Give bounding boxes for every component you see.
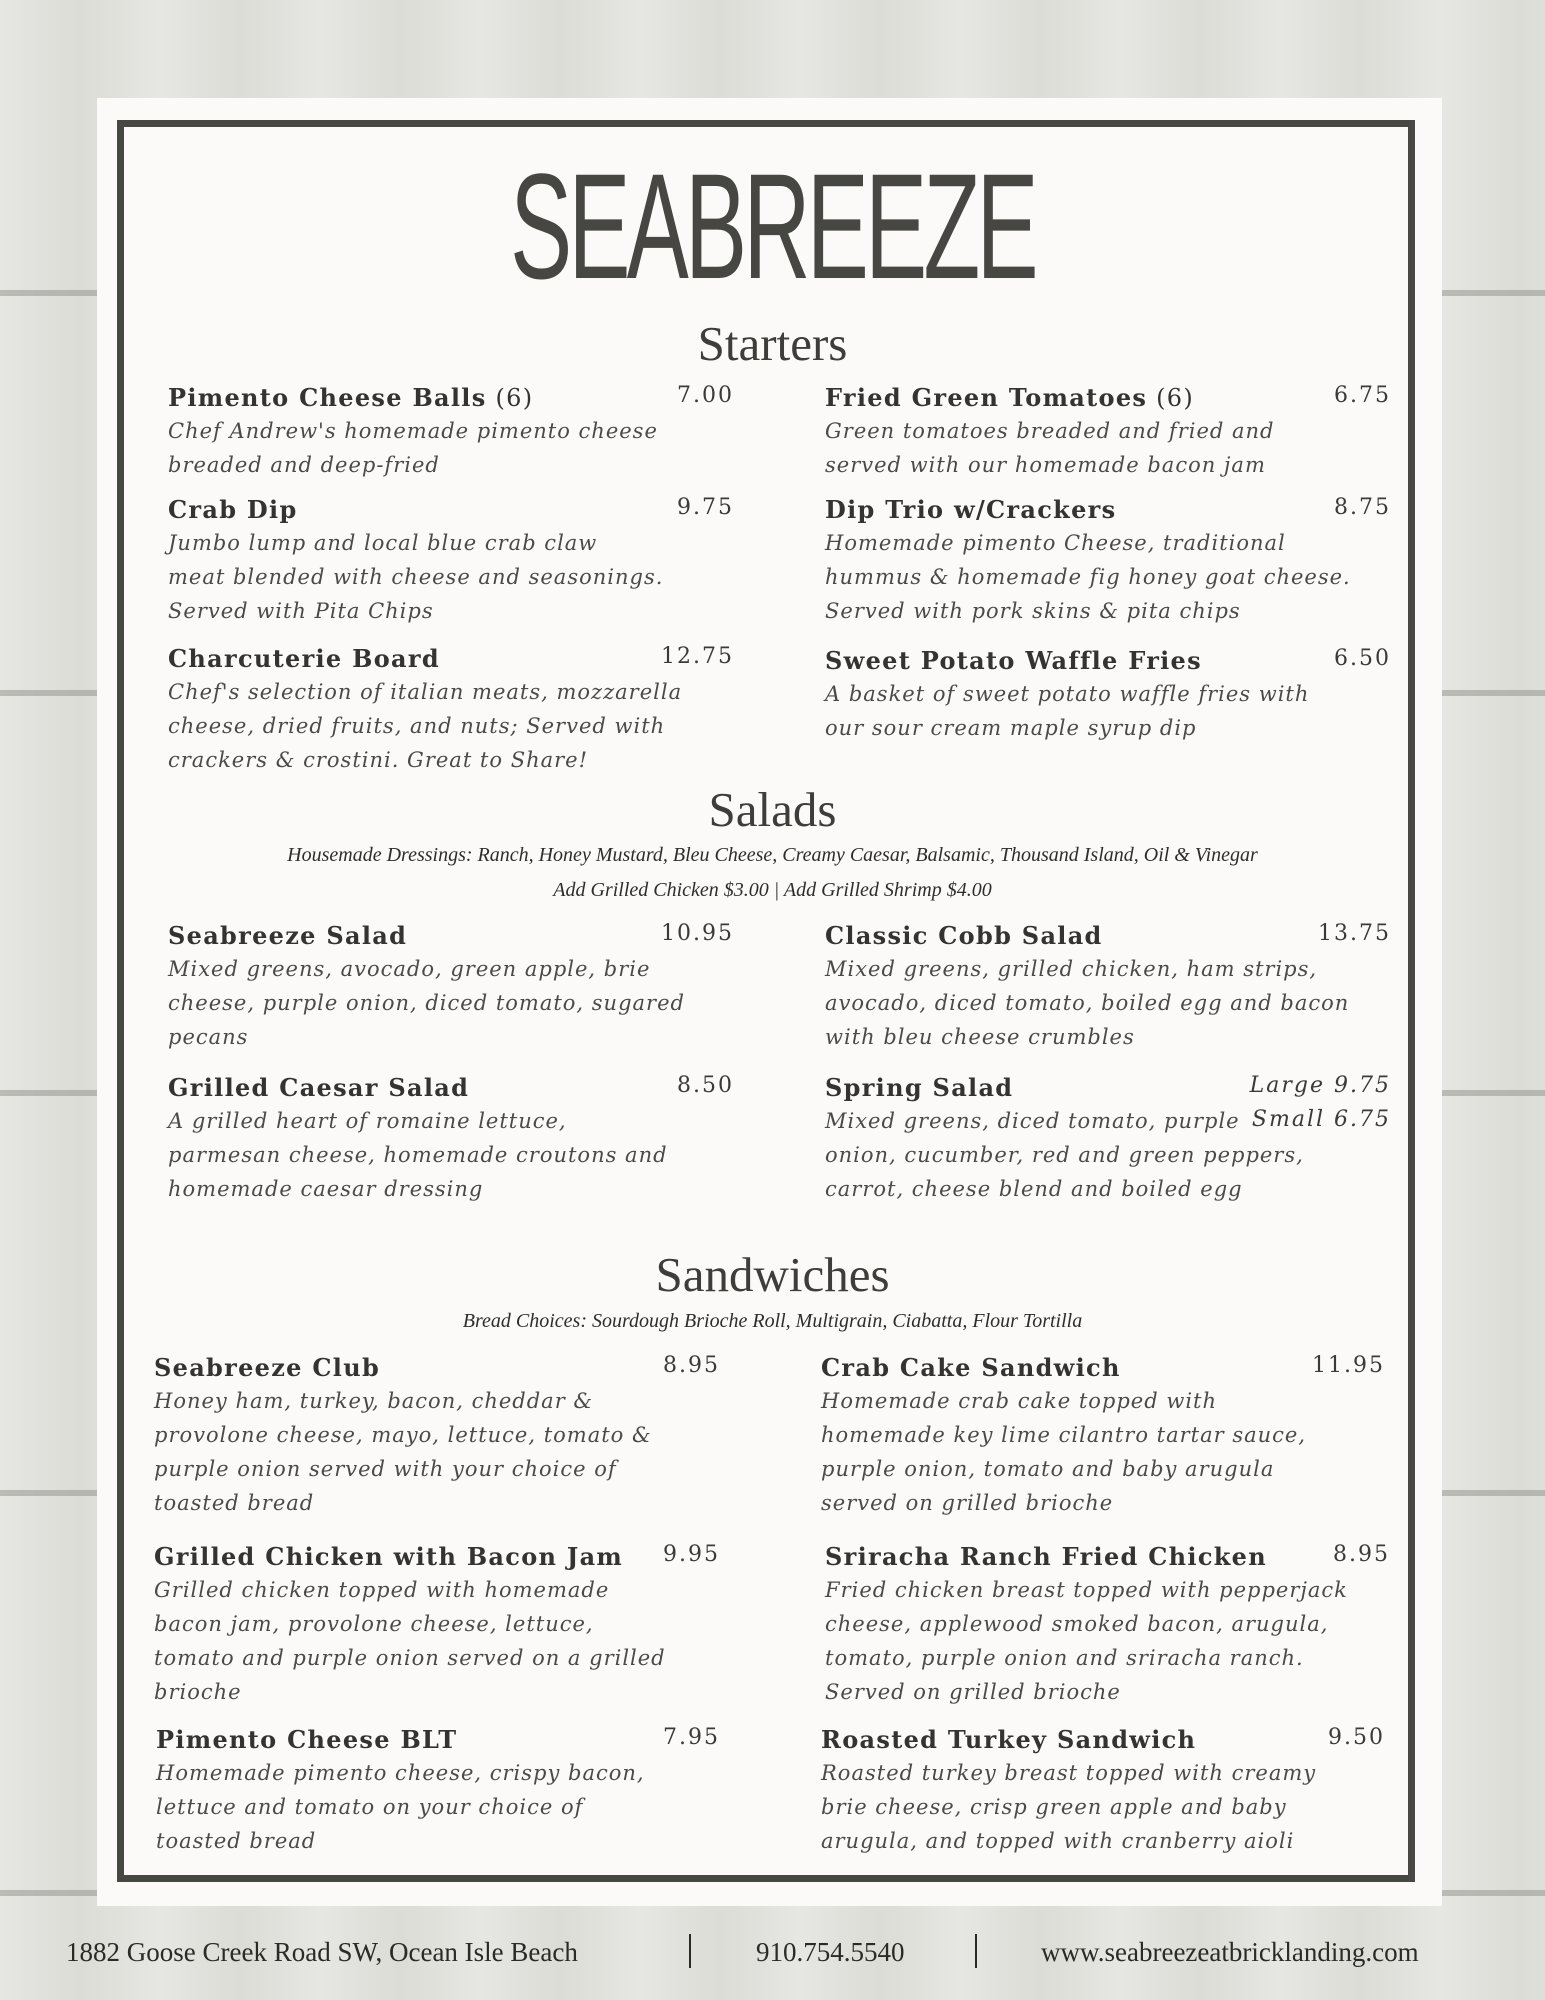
item-price: 7.00 [677,383,734,408]
item-name: Sriracha Ranch Fried Chicken [825,1542,1267,1571]
menu-item [825,1542,1390,1709]
item-price: 8.95 [1333,1542,1390,1567]
item-description: Chef Andrew's homemade pimento cheese breaded and deep-fried [168,419,658,477]
item-price-small: Small 6.75 [1251,1107,1391,1132]
item-name: Pimento Cheese Balls (6) [168,383,534,412]
item-price: 7.95 [663,1725,720,1750]
item-description: Mixed greens, diced tomato, purple onion, cucumber, red and green peppers, carrot, cheese blend and boiled egg [825,1109,1304,1201]
item-price: 8.75 [1334,495,1391,520]
item-price: 9.50 [1328,1725,1385,1750]
item-name: Pimento Cheese BLT [156,1725,458,1754]
menu-item [825,1073,1393,1206]
item-description: Green tomatoes breaded and fried and served with our homemade bacon jam [825,419,1275,477]
item-name: Roasted Turkey Sandwich [821,1725,1197,1754]
menu-item [825,383,1393,482]
menu-item [168,495,738,628]
item-price: 10.95 [661,921,734,946]
menu-item [821,1725,1385,1858]
item-name: Fried Green Tomatoes (6) [825,383,1195,412]
item-name: Classic Cobb Salad [825,921,1103,950]
menu-item [154,1353,720,1520]
item-description: Chef's selection of italian meats, mozzarella cheese, dried fruits, and nuts; Served with crackers & crostini. Great to Share! [168,680,683,772]
item-name: Spring Salad [825,1073,1014,1102]
item-name: Sweet Potato Waffle Fries [825,646,1202,675]
item-name: Dip Trio w/Crackers [825,495,1117,524]
menu-item [825,921,1393,1054]
bread-note: Bread Choices: Sourdough Brioche Roll, Multigrain, Ciabatta, Flour Tortilla [462,1310,1083,1332]
item-price: 13.75 [1318,921,1391,946]
item-description: Homemade pimento Cheese, traditional hummus & homemade fig honey goat cheese. Served with pork skins & pita chips [825,531,1351,623]
item-description: Roasted turkey breast topped with creamy brie cheese, crisp green apple and baby arugula, and topped with cranberry aioli [821,1761,1317,1853]
item-description: Mixed greens, grilled chicken, ham strips, avocado, diced tomato, boiled egg and bacon with bleu cheese crumbles [825,957,1350,1049]
item-name: Grilled Caesar Salad [168,1073,470,1102]
footer-website-link[interactable]: www.seabreezeatbricklanding.com [1041,1937,1419,1967]
item-price-large: Large 9.75 [1249,1073,1391,1098]
item-price: 6.75 [1334,383,1391,408]
item-description: Fried chicken breast topped with pepperjack cheese, applewood smoked bacon, arugula, tomato, purple onion and sriracha ranch. Served on grilled brioche [825,1578,1348,1704]
item-description: A grilled heart of romaine lettuce, parmesan cheese, homemade croutons and homemade caesar dressing [168,1109,668,1201]
footer-phone[interactable]: 910.754.5540 [756,1937,905,1967]
item-price: 9.75 [677,495,734,520]
footer-divider [975,1934,977,1968]
item-price: 8.95 [663,1353,720,1378]
item-name: Crab Cake Sandwich [821,1353,1121,1382]
item-name: Seabreeze Club [154,1353,381,1382]
menu-item [168,1073,738,1206]
menu-item [168,383,738,482]
item-price: 11.95 [1312,1353,1385,1378]
menu-item [821,1353,1385,1520]
item-description: Homemade crab cake topped with homemade key lime cilantro tartar sauce, purple onion, tomato and baby arugula served on grilled brioche [821,1389,1307,1515]
item-description: Mixed greens, avocado, green apple, brie cheese, purple onion, diced tomato, sugared pecans [168,957,685,1049]
menu-item [825,646,1393,745]
item-description: Honey ham, turkey, bacon, cheddar & provolone cheese, mayo, lettuce, tomato & purple onion served with your choice of toasted bread [154,1389,652,1515]
item-description: Grilled chicken topped with homemade bacon jam, provolone cheese, lettuce, tomato and purple onion served on a grilled brioche [154,1578,666,1704]
item-description: A basket of sweet potato waffle fries with our sour cream maple syrup dip [825,682,1310,740]
footer-address: 1882 Goose Creek Road SW, Ocean Isle Beach [66,1937,578,1967]
restaurant-name: SEABREEZE [510,142,1035,310]
item-name: Grilled Chicken with Bacon Jam [154,1542,624,1571]
item-price: 6.50 [1334,646,1391,671]
item-name: Charcuterie Board [168,644,440,673]
item-description: Jumbo lump and local blue crab claw meat blended with cheese and seasonings. Served with Pita Chips [168,531,664,623]
menu-item [154,1542,720,1709]
item-description: Homemade pimento cheese, crispy bacon, lettuce and tomato on your choice of toasted bread [156,1761,645,1853]
section-title-sandwiches: Sandwiches [655,1247,890,1302]
item-price: 8.50 [677,1073,734,1098]
section-title-salads: Salads [708,782,837,837]
item-name: Crab Dip [168,495,298,524]
menu-item [168,644,738,777]
footer-divider [689,1934,691,1968]
item-price: 9.95 [663,1542,720,1567]
item-name: Seabreeze Salad [168,921,408,950]
dressings-note: Housemade Dressings: Ranch, Honey Mustard, Bleu Cheese, Creamy Caesar, Balsamic, Thousand Island, Oil & Vinegar [287,844,1258,866]
section-title-starters: Starters [697,316,848,371]
menu-item [168,921,738,1054]
menu-item [825,495,1393,628]
item-price: 12.75 [661,644,734,669]
menu-item [156,1725,720,1858]
addons-note: Add Grilled Chicken $3.00 | Add Grilled Shrimp $4.00 [553,879,992,901]
